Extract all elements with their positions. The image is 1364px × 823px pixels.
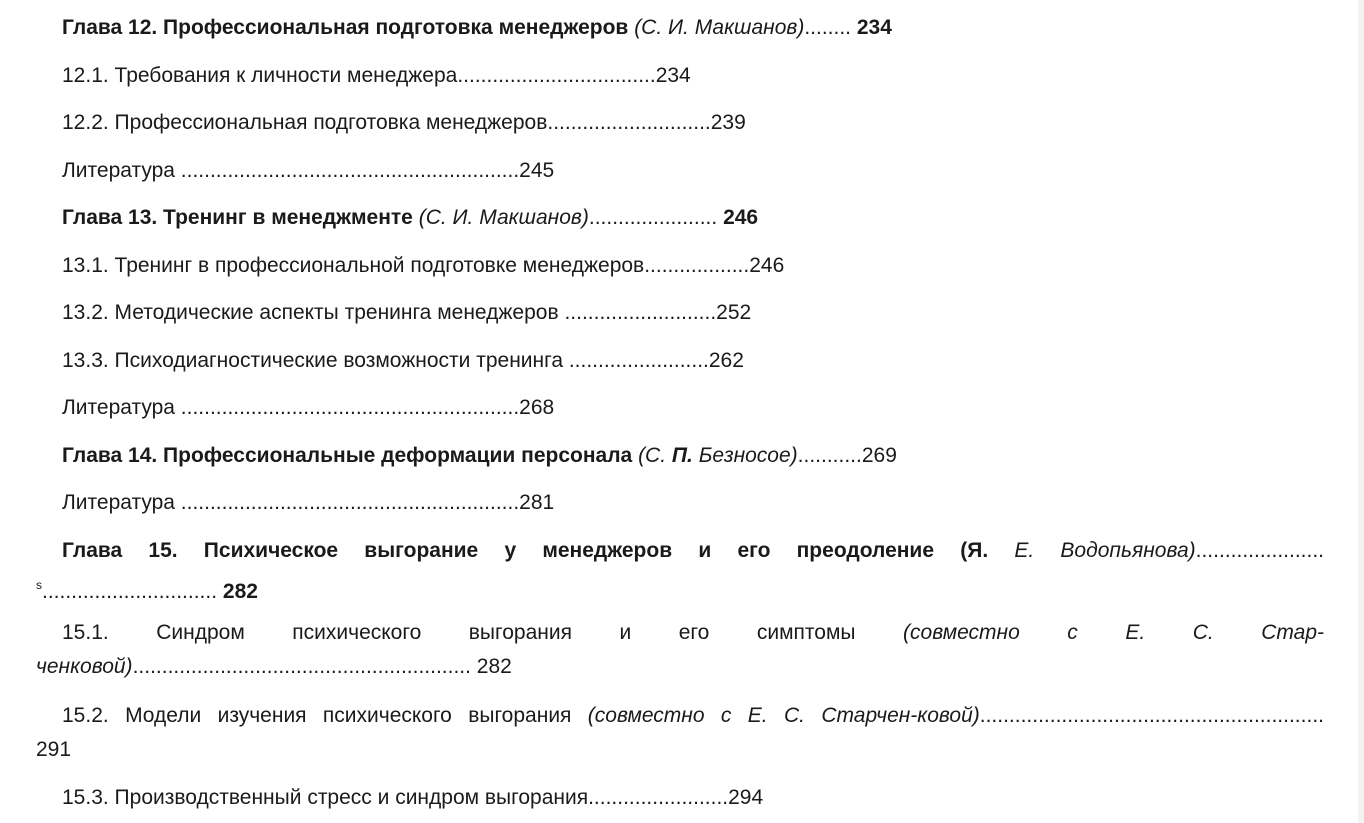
leader-dots-page: .......................................................... 282 (132, 655, 512, 678)
page-number: 246 (723, 206, 759, 229)
toc-chapter-14[interactable] (62, 443, 897, 469)
page-number: 234 (856, 16, 892, 39)
toc-literature-13[interactable] (62, 395, 554, 421)
chapter-title: Глава 14. Профессиональные деформации персонала (62, 444, 633, 467)
leader-dots: ...................... (588, 206, 718, 229)
chapter-author-initial-bold: П. (671, 444, 693, 467)
toc-section-12-2[interactable] (62, 110, 746, 136)
scrollbar-track[interactable] (1358, 0, 1364, 823)
chapter-title: Глава 13. Тренинг в менеджменте (62, 206, 413, 229)
chapter-title: Глава 12. Профессиональная подготовка менеджеров (62, 16, 629, 39)
toc-chapter-12[interactable] (62, 15, 892, 41)
leader-dots: ........ (804, 16, 852, 39)
chapter-author: (С. И. Макшанов) (418, 206, 589, 229)
literature-entry: Литература ..........................................................281 (62, 491, 555, 514)
toc-chapter-13[interactable] (62, 205, 758, 231)
leader-dots-page: ...........269 (797, 444, 897, 467)
section-entry: 12.1. Требования к личности менеджера..................................234 (62, 64, 691, 87)
entry-second-line (36, 568, 1324, 609)
chapter-author-initial: (С. (638, 444, 667, 467)
section-entry: 13.3. Психодиагностические возможности тренинга ........................262 (62, 349, 744, 372)
section-entry: 15.3. Производственный стресс и синдром выгорания........................294 (62, 786, 764, 809)
chapter-author: (С. И. Макшанов) (634, 16, 805, 39)
toc-literature-12[interactable] (62, 158, 554, 184)
leader-dots: ........................................................... (979, 704, 1324, 727)
chapter-title: Глава 15. Психическое выгорание у менеджеров и его преодоление (Я. (62, 539, 989, 562)
section-entry: 13.2. Методические аспекты тренинга менеджеров ..........................252 (62, 301, 752, 324)
entry-second-line (36, 650, 1324, 684)
page-number: 282 (222, 580, 258, 603)
chapter-author: Е. Водопьянова) (1014, 539, 1196, 562)
toc-section-15-3[interactable] (62, 785, 763, 811)
entry-second-line (36, 733, 1324, 767)
entry-first-line (36, 699, 1324, 733)
page-number: 291 (36, 738, 72, 761)
toc-section-13-2[interactable] (62, 300, 751, 326)
entry-first-line (36, 616, 1324, 650)
section-entry: 13.1. Тренинг в профессиональной подготовке менеджеров..................246 (62, 254, 785, 277)
toc-section-13-3[interactable] (62, 348, 744, 374)
section-entry: 12.2. Профессиональная подготовка менеджеров............................239 (62, 111, 746, 134)
literature-entry: Литература ..........................................................245 (62, 159, 555, 182)
toc-chapter-15[interactable] (36, 534, 1324, 609)
section-entry: 15.2. Модели изучения психического выгорания (62, 704, 572, 727)
section-entry: 15.1. Синдром психического выгорания и его симптомы (62, 621, 856, 644)
entry-first-line (36, 534, 1324, 568)
section-coauthor: (совместно с Е. С. Стар- (903, 621, 1324, 644)
toc-section-15-1[interactable] (36, 616, 1324, 684)
toc-literature-14[interactable] (62, 490, 554, 516)
literature-entry: Литература ..........................................................268 (62, 396, 555, 419)
section-coauthor-cont: ченковой) (36, 655, 133, 678)
stray-superscript: s (36, 578, 42, 592)
toc-section-15-2[interactable] (36, 699, 1324, 767)
section-coauthor: (совместно с Е. С. Старчен-ковой) (587, 704, 980, 727)
toc-section-13-1[interactable] (62, 253, 784, 279)
toc-section-12-1[interactable] (62, 63, 691, 89)
leader-dots: .............................. (42, 580, 218, 603)
leader-dots: ...................... (1195, 539, 1324, 562)
chapter-author-surname: Безносое) (698, 444, 798, 467)
